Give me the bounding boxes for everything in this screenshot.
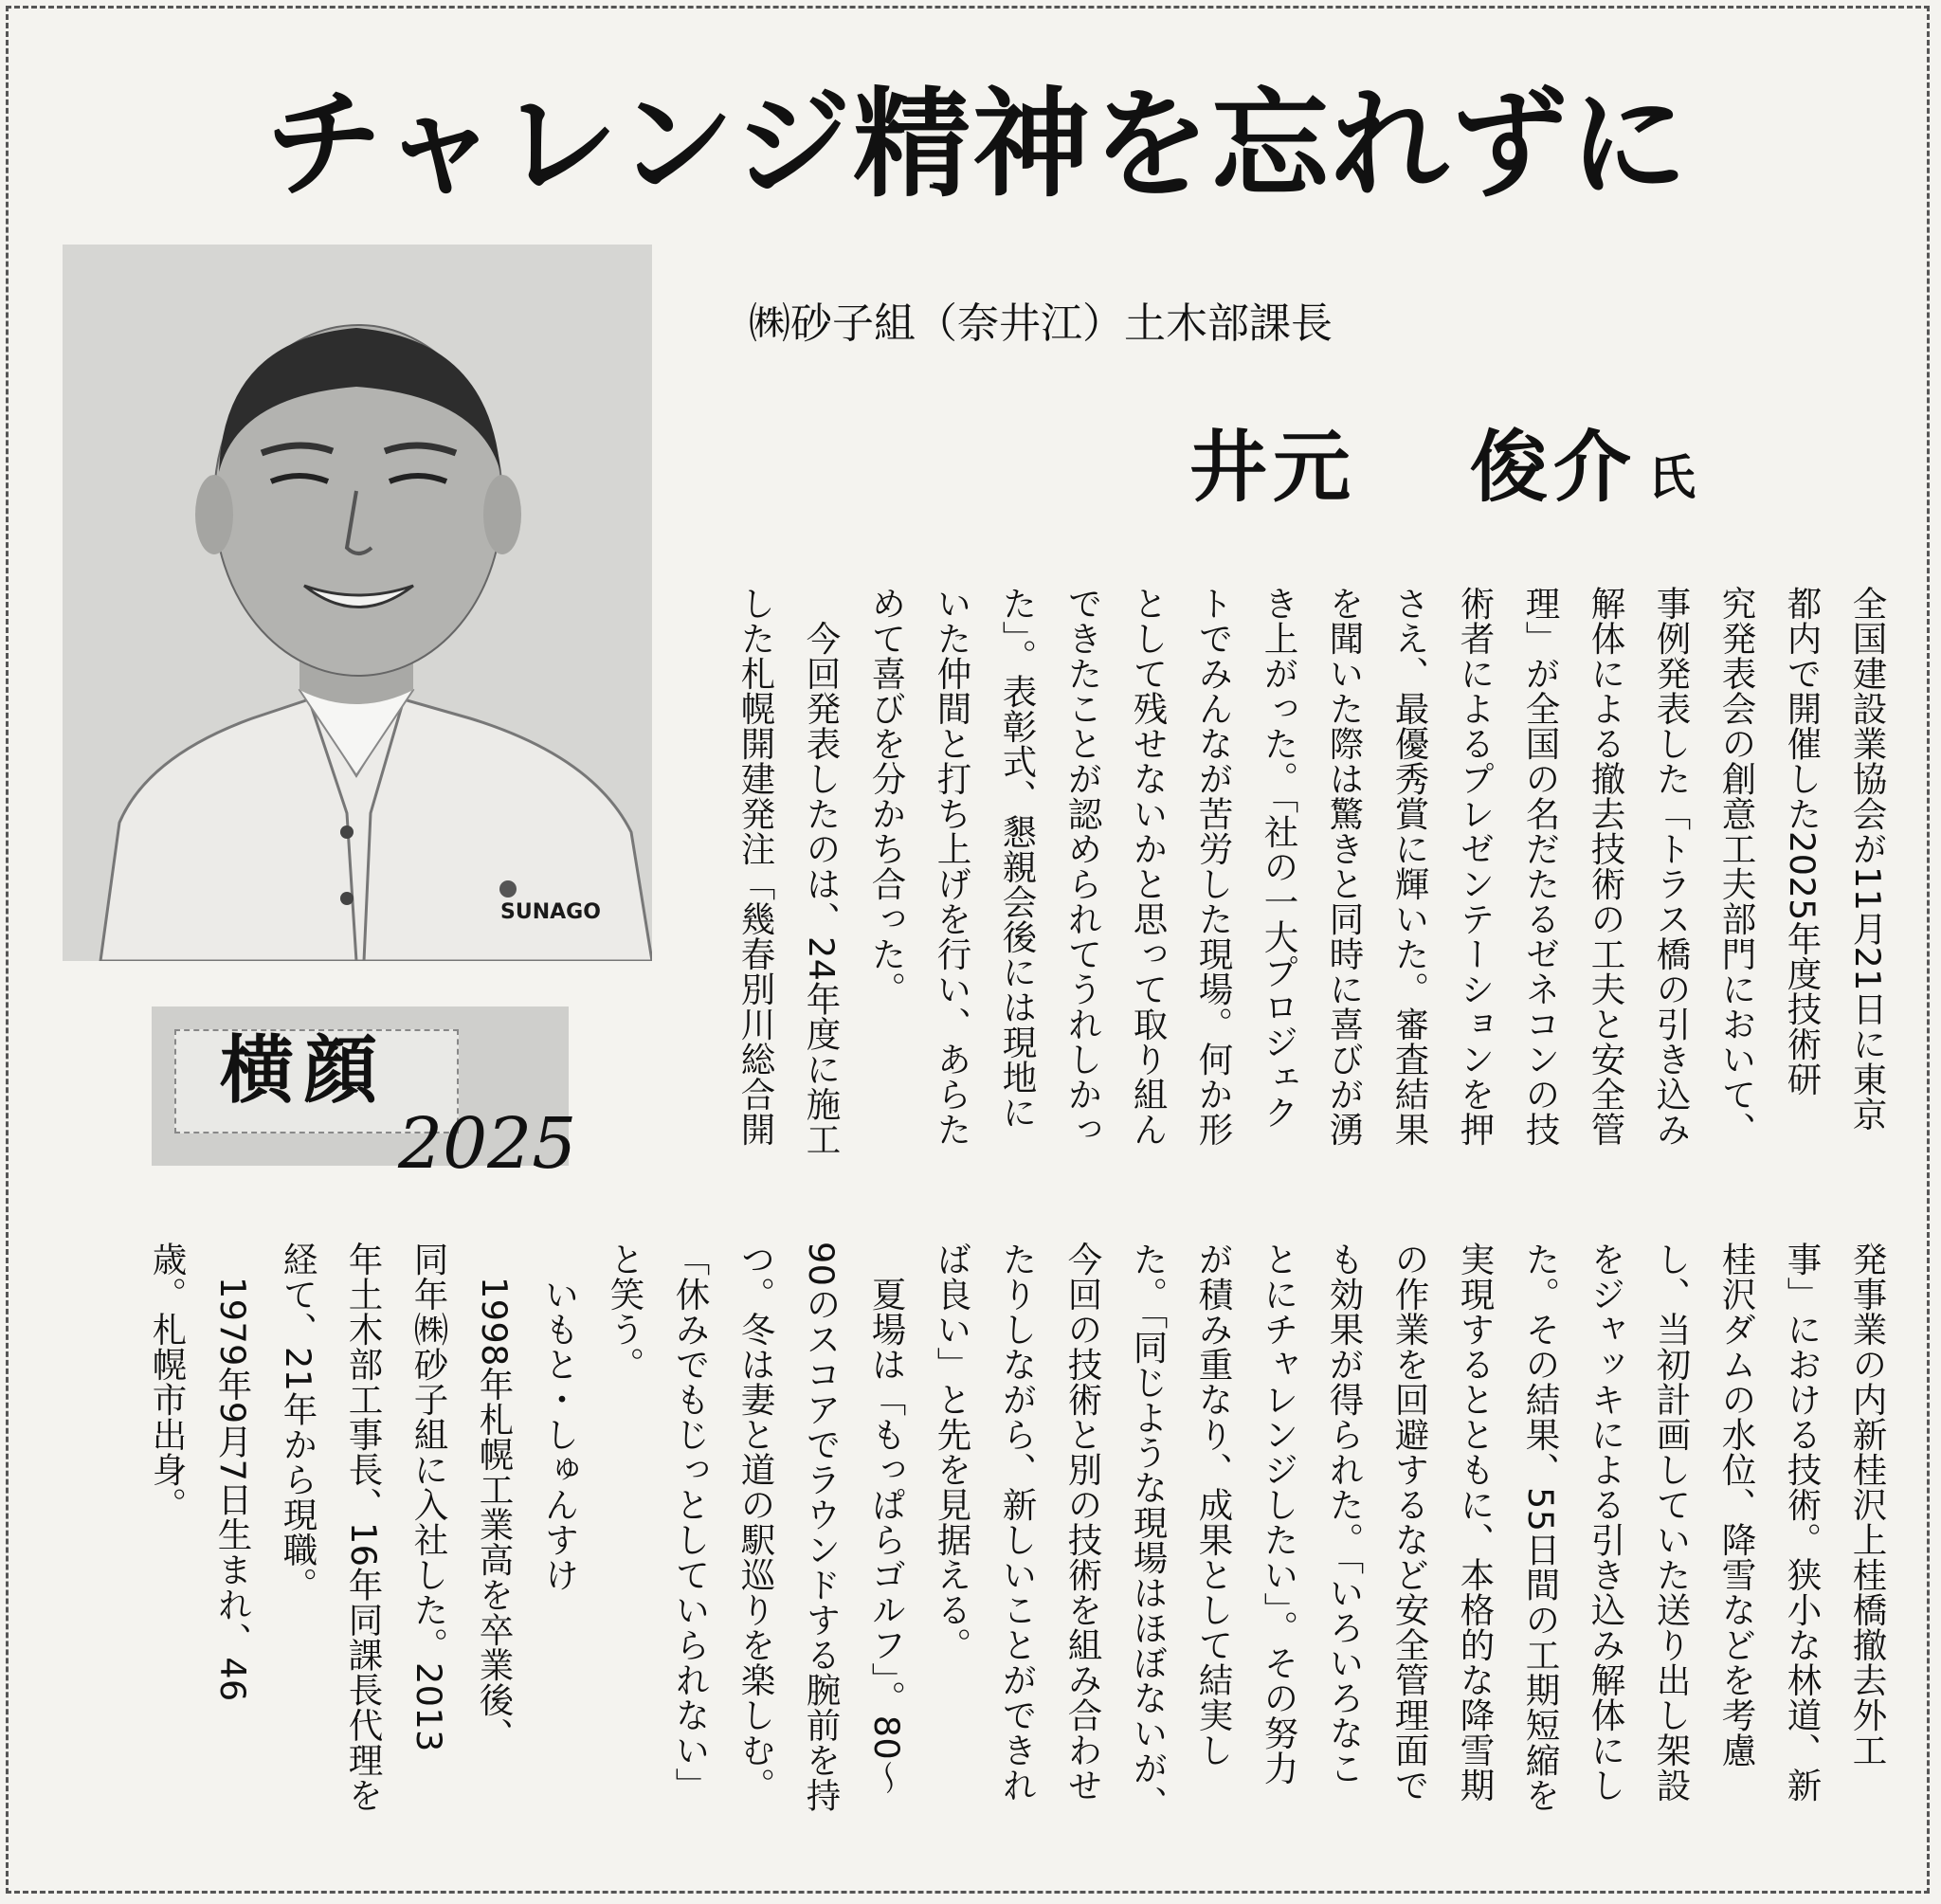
body-line: 年土木部工事長、16年同課長代理を xyxy=(343,1242,384,1813)
body-line: 事例発表した「トラス橋の引き込み xyxy=(1651,586,1692,1147)
portrait-photo xyxy=(63,245,652,961)
affiliation: ㈱砂子組（奈井江）土木部課長 xyxy=(749,299,1333,348)
body-line: つ。冬は妻と道の駅巡りを楽しむ。 xyxy=(735,1242,776,1803)
body-line: と笑う。 xyxy=(605,1242,645,1382)
body-line: できたことが認められてうれしかっ xyxy=(1062,586,1103,1147)
body-line: 「休みでもじっとしていられない」 xyxy=(670,1242,711,1803)
person-given-name: 俊介 xyxy=(1470,422,1638,513)
body-line: き上がった。「社の一大プロジェク xyxy=(1259,586,1299,1130)
body-line: し、当初計画していた送り出し架設 xyxy=(1651,1242,1692,1803)
body-line: いもと・しゅんすけ xyxy=(539,1242,580,1592)
body-line: 理」が全国の名だたるゼネコンの技 xyxy=(1520,586,1561,1147)
body-line: 事」における技術。狭小な林道、新 xyxy=(1782,1242,1823,1803)
body-line: ば良い」と先を見据える。 xyxy=(932,1242,972,1662)
person-surname: 井元 xyxy=(1189,422,1357,513)
body-line: 今回の技術と別の技術を組み合わせ xyxy=(1062,1242,1103,1803)
body-line: をジャッキによる引き込み解体にし xyxy=(1586,1242,1626,1803)
body-line: 究発表会の創意工夫部門において、 xyxy=(1716,586,1757,1147)
body-line: たりしながら、新しいことができれ xyxy=(997,1242,1038,1803)
body-line: とにチャレンジしたい」。その努力 xyxy=(1259,1242,1299,1786)
body-line: 夏場は「もっぱらゴルフ」。80～ xyxy=(866,1242,907,1796)
body-line: 1998年札幌工業高を卒業後、 xyxy=(474,1242,515,1752)
body-line: が積み重なり、成果として結実し xyxy=(1193,1242,1234,1768)
body-line: 都内で開催した2025年度技術研 xyxy=(1782,586,1823,1097)
body-line: 歳。札幌市出身。 xyxy=(147,1242,188,1522)
body-line: を聞いた際は驚きと同時に喜びが湧 xyxy=(1324,586,1365,1147)
article-body-upper xyxy=(682,586,1900,1190)
body-line: の作業を回避するなど安全管理面で xyxy=(1389,1242,1430,1803)
body-line: 同年㈱砂子組に入社した。2013 xyxy=(408,1242,449,1752)
article-body-lower xyxy=(57,1242,1900,1867)
body-line: いた仲間と打ち上げを行い、あらた xyxy=(932,586,972,1147)
body-line: 全国建設業協会が11月21日に東京 xyxy=(1847,586,1888,1132)
body-line: 今回発表したのは、24年度に施工 xyxy=(801,586,842,1157)
body-line: した札幌開建発注「幾春別川総合開 xyxy=(735,586,776,1147)
body-line: た。その結果、55日間の工期短縮を xyxy=(1520,1242,1561,1813)
headline: チャレンジ精神を忘れずに xyxy=(265,76,1690,213)
body-line: 1979年9月7日生まれ、46 xyxy=(212,1242,253,1702)
body-line: た」。表彰式、懇親会後には現地に xyxy=(997,586,1038,1130)
body-line: 90のスコアでラウンドする腕前を持 xyxy=(801,1242,842,1813)
honorific: 氏 xyxy=(1648,449,1702,505)
body-line: 実現するとともに、本格的な降雪期 xyxy=(1455,1242,1496,1803)
jacket-logo: SUNAGO xyxy=(500,900,601,924)
body-line: めて喜びを分かち合った。 xyxy=(866,586,907,1006)
body-line: 桂沢ダムの水位、降雪などを考慮 xyxy=(1716,1242,1757,1768)
column-year: 2025 xyxy=(398,1103,577,1185)
body-line: トでみんなが苦労した現場。何か形 xyxy=(1193,586,1234,1147)
body-line: 解体による撤去技術の工夫と安全管 xyxy=(1586,586,1626,1147)
person-name xyxy=(1189,415,1815,519)
body-line: 経て、21年から現職。 xyxy=(278,1242,318,1603)
body-line: さえ、最優秀賞に輝いた。審査結果 xyxy=(1389,586,1430,1147)
body-line: た。「同じような現場はほぼないが、 xyxy=(1128,1242,1169,1821)
portrait-illustration xyxy=(63,245,652,961)
column-title: 横顔 xyxy=(219,1027,387,1114)
body-line: として残せないかと思って取り組ん xyxy=(1128,586,1169,1147)
body-line: も効果が得られた。「いろいろなこ xyxy=(1324,1242,1365,1786)
body-line: 発事業の内新桂沢上桂橋撤去外工 xyxy=(1847,1242,1888,1768)
body-line: 術者によるプレゼンテーションを押 xyxy=(1455,586,1496,1147)
